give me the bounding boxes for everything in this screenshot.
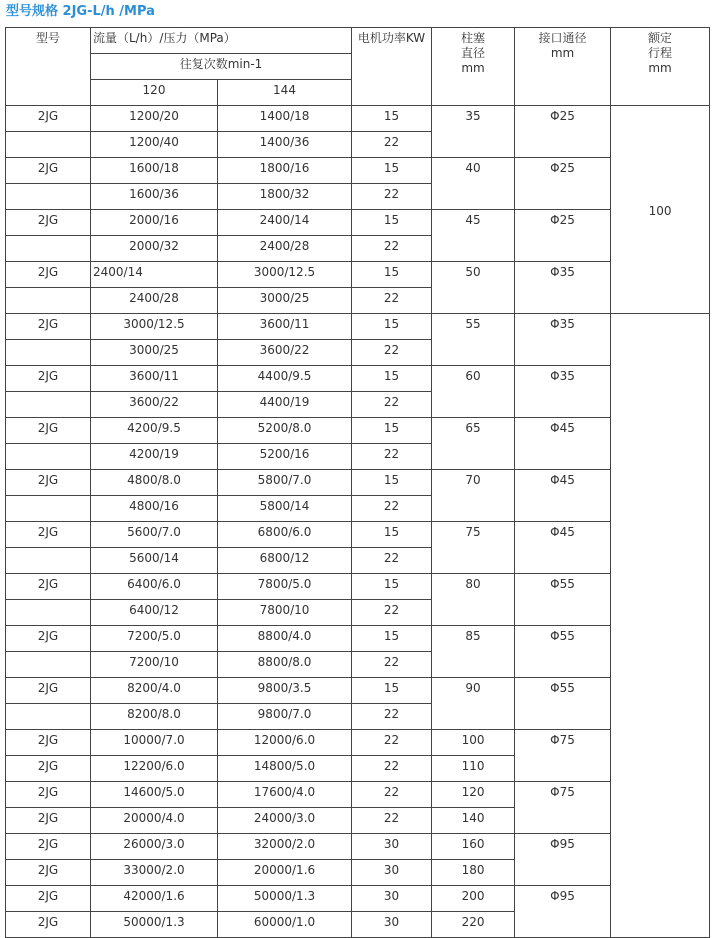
cell-port: Φ55 [515,626,611,678]
header-144: 144 [218,80,352,106]
cell-flow-120: 1600/18 [91,158,218,184]
cell-flow-144: 7800/10 [218,600,352,626]
cell-diameter: 45 [432,210,515,262]
cell-diameter: 90 [432,678,515,730]
header-flow-pressure: 流量（L/h）/压力（MPa） [91,28,352,54]
cell-flow-144: 14800/5.0 [218,756,352,782]
header-stroke-l2: 行程 [648,46,673,60]
cell-flow-144: 3600/11 [218,314,352,340]
cell-power: 22 [352,392,432,418]
cell-power: 15 [352,470,432,496]
header-plunger [432,28,515,106]
cell-diameter: 70 [432,470,515,522]
cell-flow-120: 3000/12.5 [91,314,218,340]
cell-model [6,184,91,210]
cell-port: Φ25 [515,158,611,210]
header-stroke-l3: mm [648,61,672,75]
cell-power: 15 [352,314,432,340]
cell-power: 22 [352,782,432,808]
cell-flow-120: 14600/5.0 [91,782,218,808]
cell-model: 2JG [6,782,91,808]
cell-flow-120: 1200/40 [91,132,218,158]
table-row [6,574,710,600]
cell-flow-144: 5800/7.0 [218,470,352,496]
cell-stroke-length: 100 [611,106,710,314]
cell-power: 15 [352,262,432,288]
cell-power: 15 [352,418,432,444]
cell-flow-144: 4400/9.5 [218,366,352,392]
header-row [6,28,710,54]
cell-model [6,392,91,418]
cell-model: 2JG [6,808,91,834]
cell-port: Φ45 [515,522,611,574]
cell-diameter: 65 [432,418,515,470]
cell-flow-144: 1400/18 [218,106,352,132]
cell-model: 2JG [6,314,91,340]
table-row [6,262,710,288]
cell-flow-120: 2400/28 [91,288,218,314]
header-port [515,28,611,106]
cell-flow-120: 5600/14 [91,548,218,574]
cell-model: 2JG [6,912,91,938]
cell-power: 22 [352,730,432,756]
cell-power: 22 [352,288,432,314]
cell-flow-120: 50000/1.3 [91,912,218,938]
cell-model: 2JG [6,470,91,496]
cell-power: 30 [352,834,432,860]
cell-port: Φ45 [515,418,611,470]
cell-power: 22 [352,236,432,262]
cell-flow-120: 1600/36 [91,184,218,210]
cell-stroke-blank [611,314,710,938]
cell-flow-120: 6400/12 [91,600,218,626]
cell-diameter: 40 [432,158,515,210]
cell-flow-144: 17600/4.0 [218,782,352,808]
cell-power: 22 [352,756,432,782]
cell-flow-120: 10000/7.0 [91,730,218,756]
cell-power: 15 [352,574,432,600]
cell-flow-144: 60000/1.0 [218,912,352,938]
cell-flow-144: 5200/16 [218,444,352,470]
cell-diameter: 75 [432,522,515,574]
cell-model [6,288,91,314]
cell-flow-120: 3600/11 [91,366,218,392]
cell-model: 2JG [6,886,91,912]
cell-flow-144: 50000/1.3 [218,886,352,912]
cell-power: 22 [352,600,432,626]
cell-flow-120: 3000/25 [91,340,218,366]
header-power: 电机功率KW [352,28,432,106]
table-row [6,314,710,340]
header-120: 120 [91,80,218,106]
header-model: 型号 [6,28,91,106]
cell-model [6,704,91,730]
cell-power: 15 [352,158,432,184]
cell-flow-120: 4200/9.5 [91,418,218,444]
cell-flow-120: 42000/1.6 [91,886,218,912]
spec-table [5,27,710,938]
cell-model: 2JG [6,626,91,652]
table-row [6,158,710,184]
cell-flow-144: 12000/6.0 [218,730,352,756]
cell-flow-144: 32000/2.0 [218,834,352,860]
cell-model: 2JG [6,522,91,548]
table-row [6,730,710,756]
cell-flow-144: 1800/32 [218,184,352,210]
header-stroke-l1: 额定 [648,31,673,45]
cell-flow-120: 3600/22 [91,392,218,418]
cell-model: 2JG [6,756,91,782]
cell-power: 15 [352,366,432,392]
cell-flow-144: 5800/14 [218,496,352,522]
cell-diameter: 35 [432,106,515,158]
cell-model: 2JG [6,158,91,184]
header-plunger-l1: 柱塞 [461,31,486,45]
cell-port: Φ35 [515,262,611,314]
cell-power: 22 [352,652,432,678]
cell-model [6,236,91,262]
cell-diameter: 60 [432,366,515,418]
cell-flow-120: 4800/8.0 [91,470,218,496]
table-row [6,782,710,808]
cell-diameter: 120 [432,782,515,808]
cell-model: 2JG [6,366,91,392]
cell-flow-120: 4200/19 [91,444,218,470]
cell-power: 22 [352,548,432,574]
cell-power: 15 [352,106,432,132]
cell-diameter: 50 [432,262,515,314]
cell-power: 15 [352,626,432,652]
cell-flow-120: 26000/3.0 [91,834,218,860]
cell-port: Φ35 [515,366,611,418]
cell-flow-120: 7200/5.0 [91,626,218,652]
cell-diameter: 100 [432,730,515,756]
cell-port: Φ25 [515,106,611,158]
page-title: 型号规格 2JG-L/h /MPa [6,4,155,19]
cell-power: 15 [352,522,432,548]
cell-port: Φ95 [515,834,611,886]
cell-power: 22 [352,496,432,522]
header-strokes: 往复次数min-1 [91,54,352,80]
cell-flow-144: 7800/5.0 [218,574,352,600]
cell-diameter: 220 [432,912,515,938]
table-row [6,106,710,132]
cell-flow-144: 2400/28 [218,236,352,262]
cell-model: 2JG [6,418,91,444]
cell-port: Φ35 [515,314,611,366]
table-row [6,366,710,392]
table-row [6,678,710,704]
cell-flow-144: 5200/8.0 [218,418,352,444]
cell-flow-120: 20000/4.0 [91,808,218,834]
cell-flow-120: 33000/2.0 [91,860,218,886]
cell-flow-144: 3600/22 [218,340,352,366]
cell-flow-144: 20000/1.6 [218,860,352,886]
cell-flow-120: 2400/14 [91,262,218,288]
cell-flow-144: 24000/3.0 [218,808,352,834]
cell-port: Φ55 [515,678,611,730]
cell-model [6,548,91,574]
cell-model: 2JG [6,860,91,886]
cell-flow-120: 12200/6.0 [91,756,218,782]
header-port-l1: 接口通径 [538,31,587,45]
cell-power: 30 [352,860,432,886]
cell-model: 2JG [6,106,91,132]
cell-port: Φ55 [515,574,611,626]
cell-flow-144: 8800/4.0 [218,626,352,652]
cell-model [6,132,91,158]
cell-diameter: 140 [432,808,515,834]
cell-flow-144: 1800/16 [218,158,352,184]
cell-flow-144: 1400/36 [218,132,352,158]
cell-flow-120: 8200/4.0 [91,678,218,704]
cell-model: 2JG [6,834,91,860]
cell-power: 15 [352,678,432,704]
cell-power: 15 [352,210,432,236]
cell-flow-144: 9800/3.5 [218,678,352,704]
table-row [6,210,710,236]
cell-model [6,600,91,626]
cell-power: 22 [352,444,432,470]
cell-port: Φ25 [515,210,611,262]
cell-power: 30 [352,912,432,938]
cell-flow-144: 3000/12.5 [218,262,352,288]
cell-flow-120: 2000/32 [91,236,218,262]
cell-flow-120: 7200/10 [91,652,218,678]
cell-flow-144: 6800/6.0 [218,522,352,548]
cell-power: 22 [352,808,432,834]
cell-power: 30 [352,886,432,912]
cell-flow-144: 8800/8.0 [218,652,352,678]
cell-flow-120: 1200/20 [91,106,218,132]
header-port-l2: mm [550,46,575,60]
table-row [6,626,710,652]
cell-power: 22 [352,184,432,210]
table-row [6,470,710,496]
cell-flow-120: 2000/16 [91,210,218,236]
cell-port: Φ95 [515,886,611,938]
table-row [6,522,710,548]
cell-diameter: 160 [432,834,515,860]
cell-model: 2JG [6,574,91,600]
cell-flow-120: 4800/16 [91,496,218,522]
cell-model [6,444,91,470]
cell-flow-144: 3000/25 [218,288,352,314]
cell-port: Φ75 [515,730,611,782]
cell-diameter: 110 [432,756,515,782]
cell-model: 2JG [6,262,91,288]
cell-flow-144: 2400/14 [218,210,352,236]
header-plunger-l2: 直径 [461,46,486,60]
cell-port: Φ45 [515,470,611,522]
cell-power: 22 [352,340,432,366]
table-row [6,418,710,444]
cell-model: 2JG [6,210,91,236]
cell-flow-144: 6800/12 [218,548,352,574]
cell-power: 22 [352,704,432,730]
cell-diameter: 55 [432,314,515,366]
cell-port: Φ75 [515,782,611,834]
cell-flow-144: 4400/19 [218,392,352,418]
header-plunger-l3: mm [461,61,485,75]
header-stroke [611,28,710,106]
cell-flow-120: 6400/6.0 [91,574,218,600]
table-row [6,834,710,860]
cell-model [6,496,91,522]
cell-model: 2JG [6,730,91,756]
cell-power: 22 [352,132,432,158]
table-row [6,886,710,912]
cell-diameter: 200 [432,886,515,912]
cell-diameter: 80 [432,574,515,626]
cell-model [6,652,91,678]
cell-flow-120: 5600/7.0 [91,522,218,548]
cell-diameter: 85 [432,626,515,678]
cell-flow-144: 9800/7.0 [218,704,352,730]
cell-model: 2JG [6,678,91,704]
cell-diameter: 180 [432,860,515,886]
cell-model [6,340,91,366]
cell-flow-120: 8200/8.0 [91,704,218,730]
